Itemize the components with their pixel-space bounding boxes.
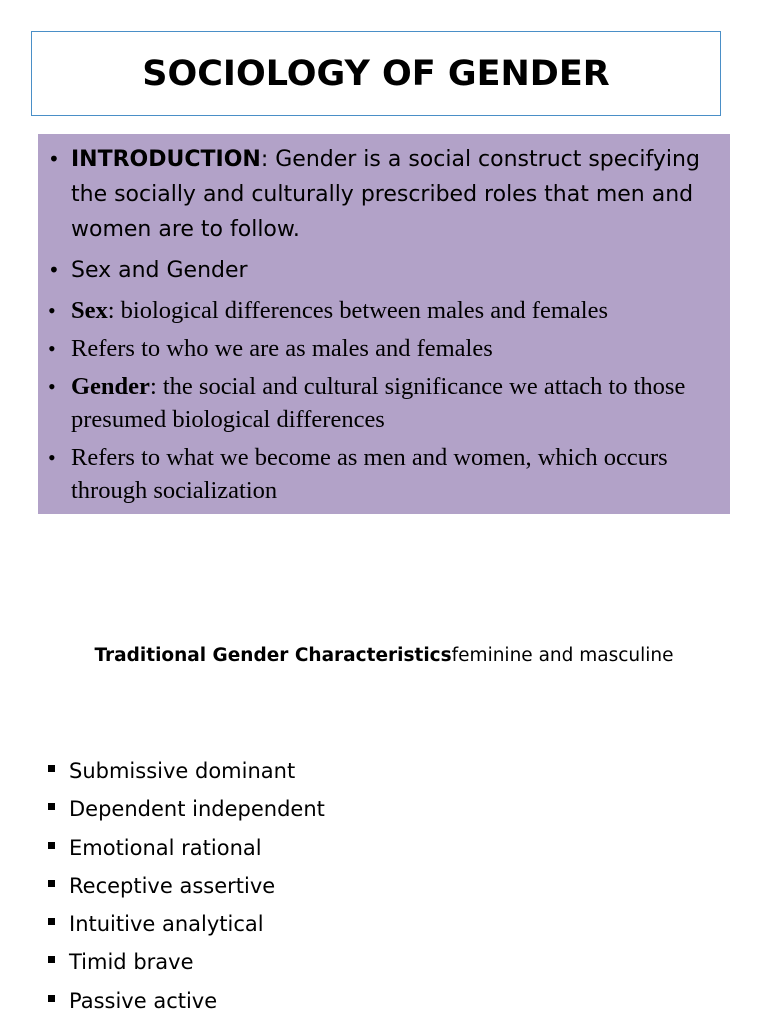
bullet-icon: • [48,298,56,323]
square-bullet-icon [48,918,55,925]
list-item-sex-and-gender [44,253,718,288]
list-item-gender-refers [44,441,718,507]
square-bullet-icon [48,842,55,849]
square-bullet-icon [48,803,55,810]
trait-text: Passive active [69,988,218,1013]
trait-text: Timid brave [69,950,194,975]
bullet-icon: • [48,258,60,282]
sex-and-gender-text: Sex and Gender [71,258,248,283]
introduction-list [44,142,718,507]
gender-refers-text: Refers to what we become as men and women, which occurs through socialization [71,444,668,504]
characteristics-heading-rest: feminine and masculine [451,645,674,666]
list-item [46,790,325,828]
square-bullet-icon [48,880,55,887]
bullet-icon: • [48,445,56,470]
list-item [46,982,325,1020]
trait-text: Receptive assertive [69,873,276,898]
characteristics-heading [0,645,768,666]
title-box [31,31,721,116]
square-bullet-icon [48,765,55,772]
gender-definition: : the social and cultural significance we attach to those presumed biological differences [71,373,686,433]
bullet-icon: • [48,147,60,171]
trait-text: Intuitive analytical [69,912,264,937]
list-item-gender [44,370,718,436]
list-item-introduction [44,142,718,247]
introduction-panel [38,134,730,514]
sex-definition: : biological differences between males and females [107,297,608,324]
sex-label: Sex [71,297,108,324]
square-bullet-icon [48,956,55,963]
traits-list [46,752,325,1020]
introduction-text: : Gender is a social construct specifying the socially and culturally prescribed roles that men and women are to follow. [71,147,700,242]
characteristics-heading-bold: Traditional Gender Characteristics [94,645,452,666]
gender-label: Gender [71,373,150,400]
list-item [46,829,325,867]
list-item-sex [44,294,718,327]
sex-refers-text: Refers to who we are as males and females [71,335,493,362]
introduction-label: INTRODUCTION [71,147,261,172]
list-item [46,943,325,981]
bullet-icon: • [48,374,56,399]
square-bullet-icon [48,995,55,1002]
page-title: SOCIOLOGY OF GENDER [142,53,610,94]
trait-text: Dependent independent [69,797,325,822]
list-item [46,867,325,905]
trait-text: Submissive dominant [69,759,296,783]
list-item [46,752,325,790]
trait-text: Emotional rational [69,835,262,860]
list-item [46,905,325,943]
bullet-icon: • [48,336,56,361]
list-item-sex-refers [44,332,718,365]
